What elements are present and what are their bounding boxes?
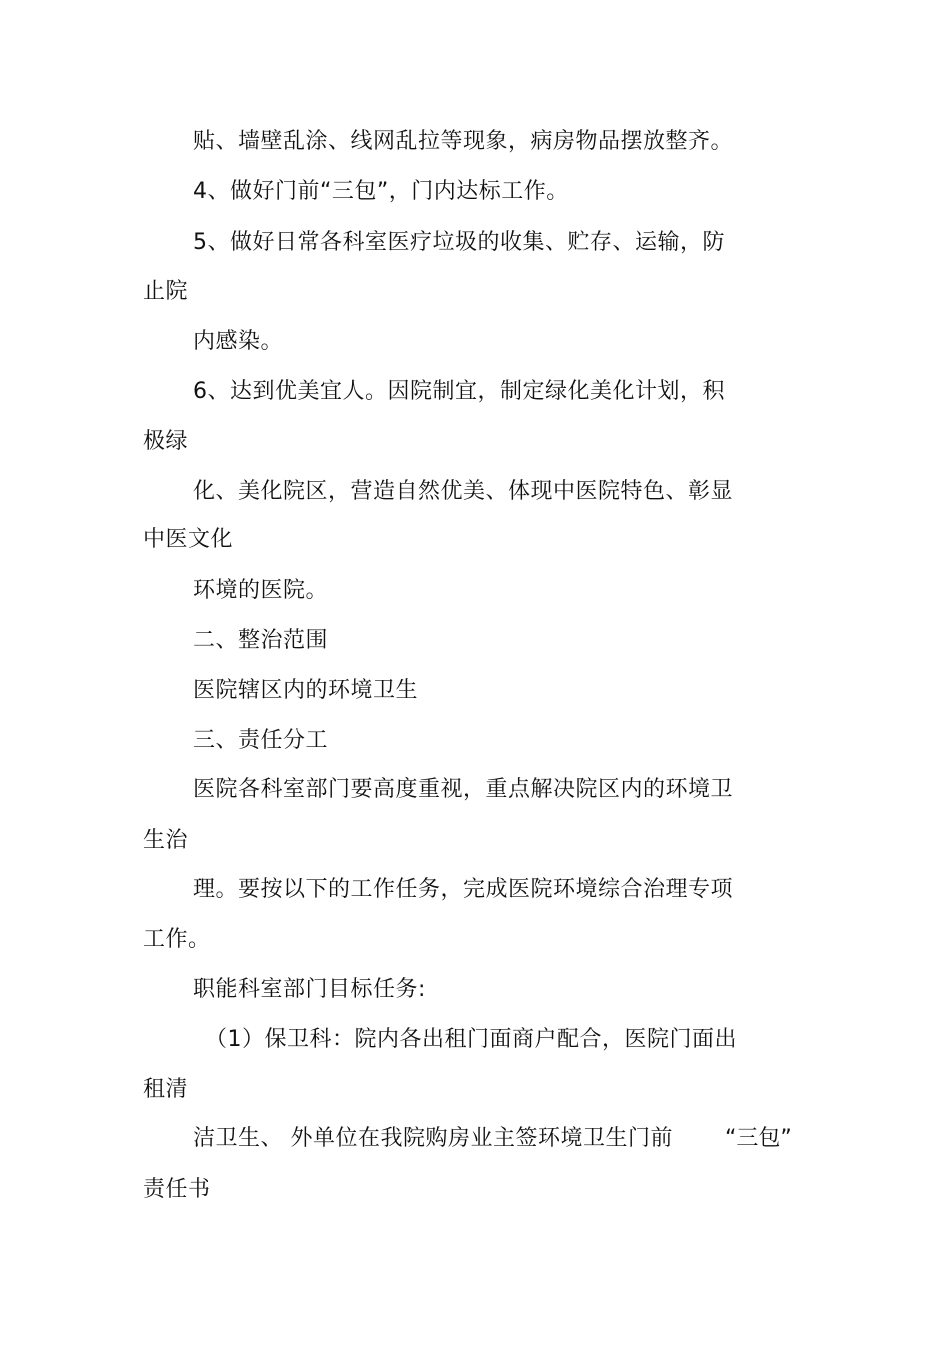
text-line: 贴、墙壁乱涂、线网乱拉等现象，病房物品摆放整齐。 xyxy=(193,129,734,154)
text-line: 责任书 xyxy=(143,1177,211,1202)
text-line-fragment: “三包” xyxy=(725,1126,792,1151)
text-line: 环境的医院。 xyxy=(193,578,329,603)
text-line: 5、做好日常各科室医疗垃圾的收集、贮存、运输，防 xyxy=(193,230,725,255)
section-heading: 三、责任分工 xyxy=(193,728,329,753)
text-line: 4、做好门前“三包”，门内达标工作。 xyxy=(193,179,569,204)
text-line: 内感染。 xyxy=(193,329,284,354)
text-line: 医院各科室部门要高度重视，重点解决院区内的环境卫 xyxy=(193,777,734,802)
text-line: （1）保卫科：院内各出租门面商户配合，医院门面出 xyxy=(205,1027,737,1052)
text-line: 职能科室部门目标任务: xyxy=(193,977,426,1002)
text-line: 医院辖区内的环境卫生 xyxy=(193,678,419,703)
text-line: 洁卫生、 外单位在我院购房业主签环境卫生门前 xyxy=(193,1126,673,1151)
text-line: 止院 xyxy=(143,279,189,304)
text-line: 理。要按以下的工作任务，完成医院环境综合治理专项 xyxy=(193,877,734,902)
text-line: 工作。 xyxy=(143,927,211,952)
text-line: 生治 xyxy=(143,828,189,853)
section-heading: 二、整治范围 xyxy=(193,628,329,653)
text-line: 6、达到优美宜人。因院制宜，制定绿化美化计划，积 xyxy=(193,379,725,404)
text-line: 租清 xyxy=(143,1077,189,1102)
text-line: 极绿 xyxy=(143,429,189,454)
text-line: 中医文化 xyxy=(143,527,234,552)
text-line: 化、美化院区，营造自然优美、体现中医院特色、彰显 xyxy=(193,479,734,504)
